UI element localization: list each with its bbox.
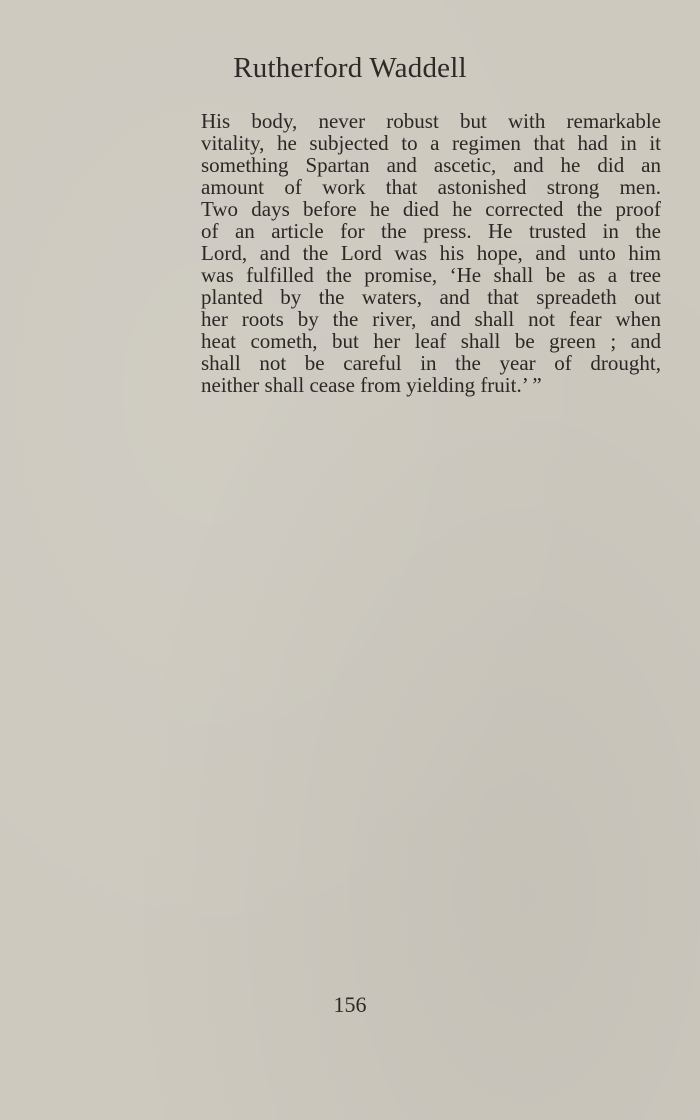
text-line: His body, never robust but with remarkable [201,109,661,133]
text-line: her roots by the river, and shall not fear when [201,307,661,331]
text-line: planted by the waters, and that spreadeth out [201,285,661,309]
text-line: amount of work that astonished strong men. [201,175,661,199]
text-line: was fulfilled the promise, ‘He shall be as a tree [201,263,661,287]
text-line: something Spartan and ascetic, and he did an [201,153,661,177]
body-paragraph [201,110,661,396]
text-line: neither shall cease from yielding fruit.’ ” [201,373,542,397]
text-line: heat cometh, but her leaf shall be green ; and [201,329,661,353]
text-line: shall not be careful in the year of drought, [201,351,661,375]
text-line: Lord, and the Lord was his hope, and unto him [201,241,661,265]
text-line: Two days before he died he corrected the proof [201,197,661,221]
running-head: Rutherford Waddell [233,52,467,84]
page-number: 156 [333,992,367,1017]
text-line: vitality, he subjected to a regimen that had in it [201,131,661,155]
text-line: of an article for the press. He trusted in the [201,219,661,243]
